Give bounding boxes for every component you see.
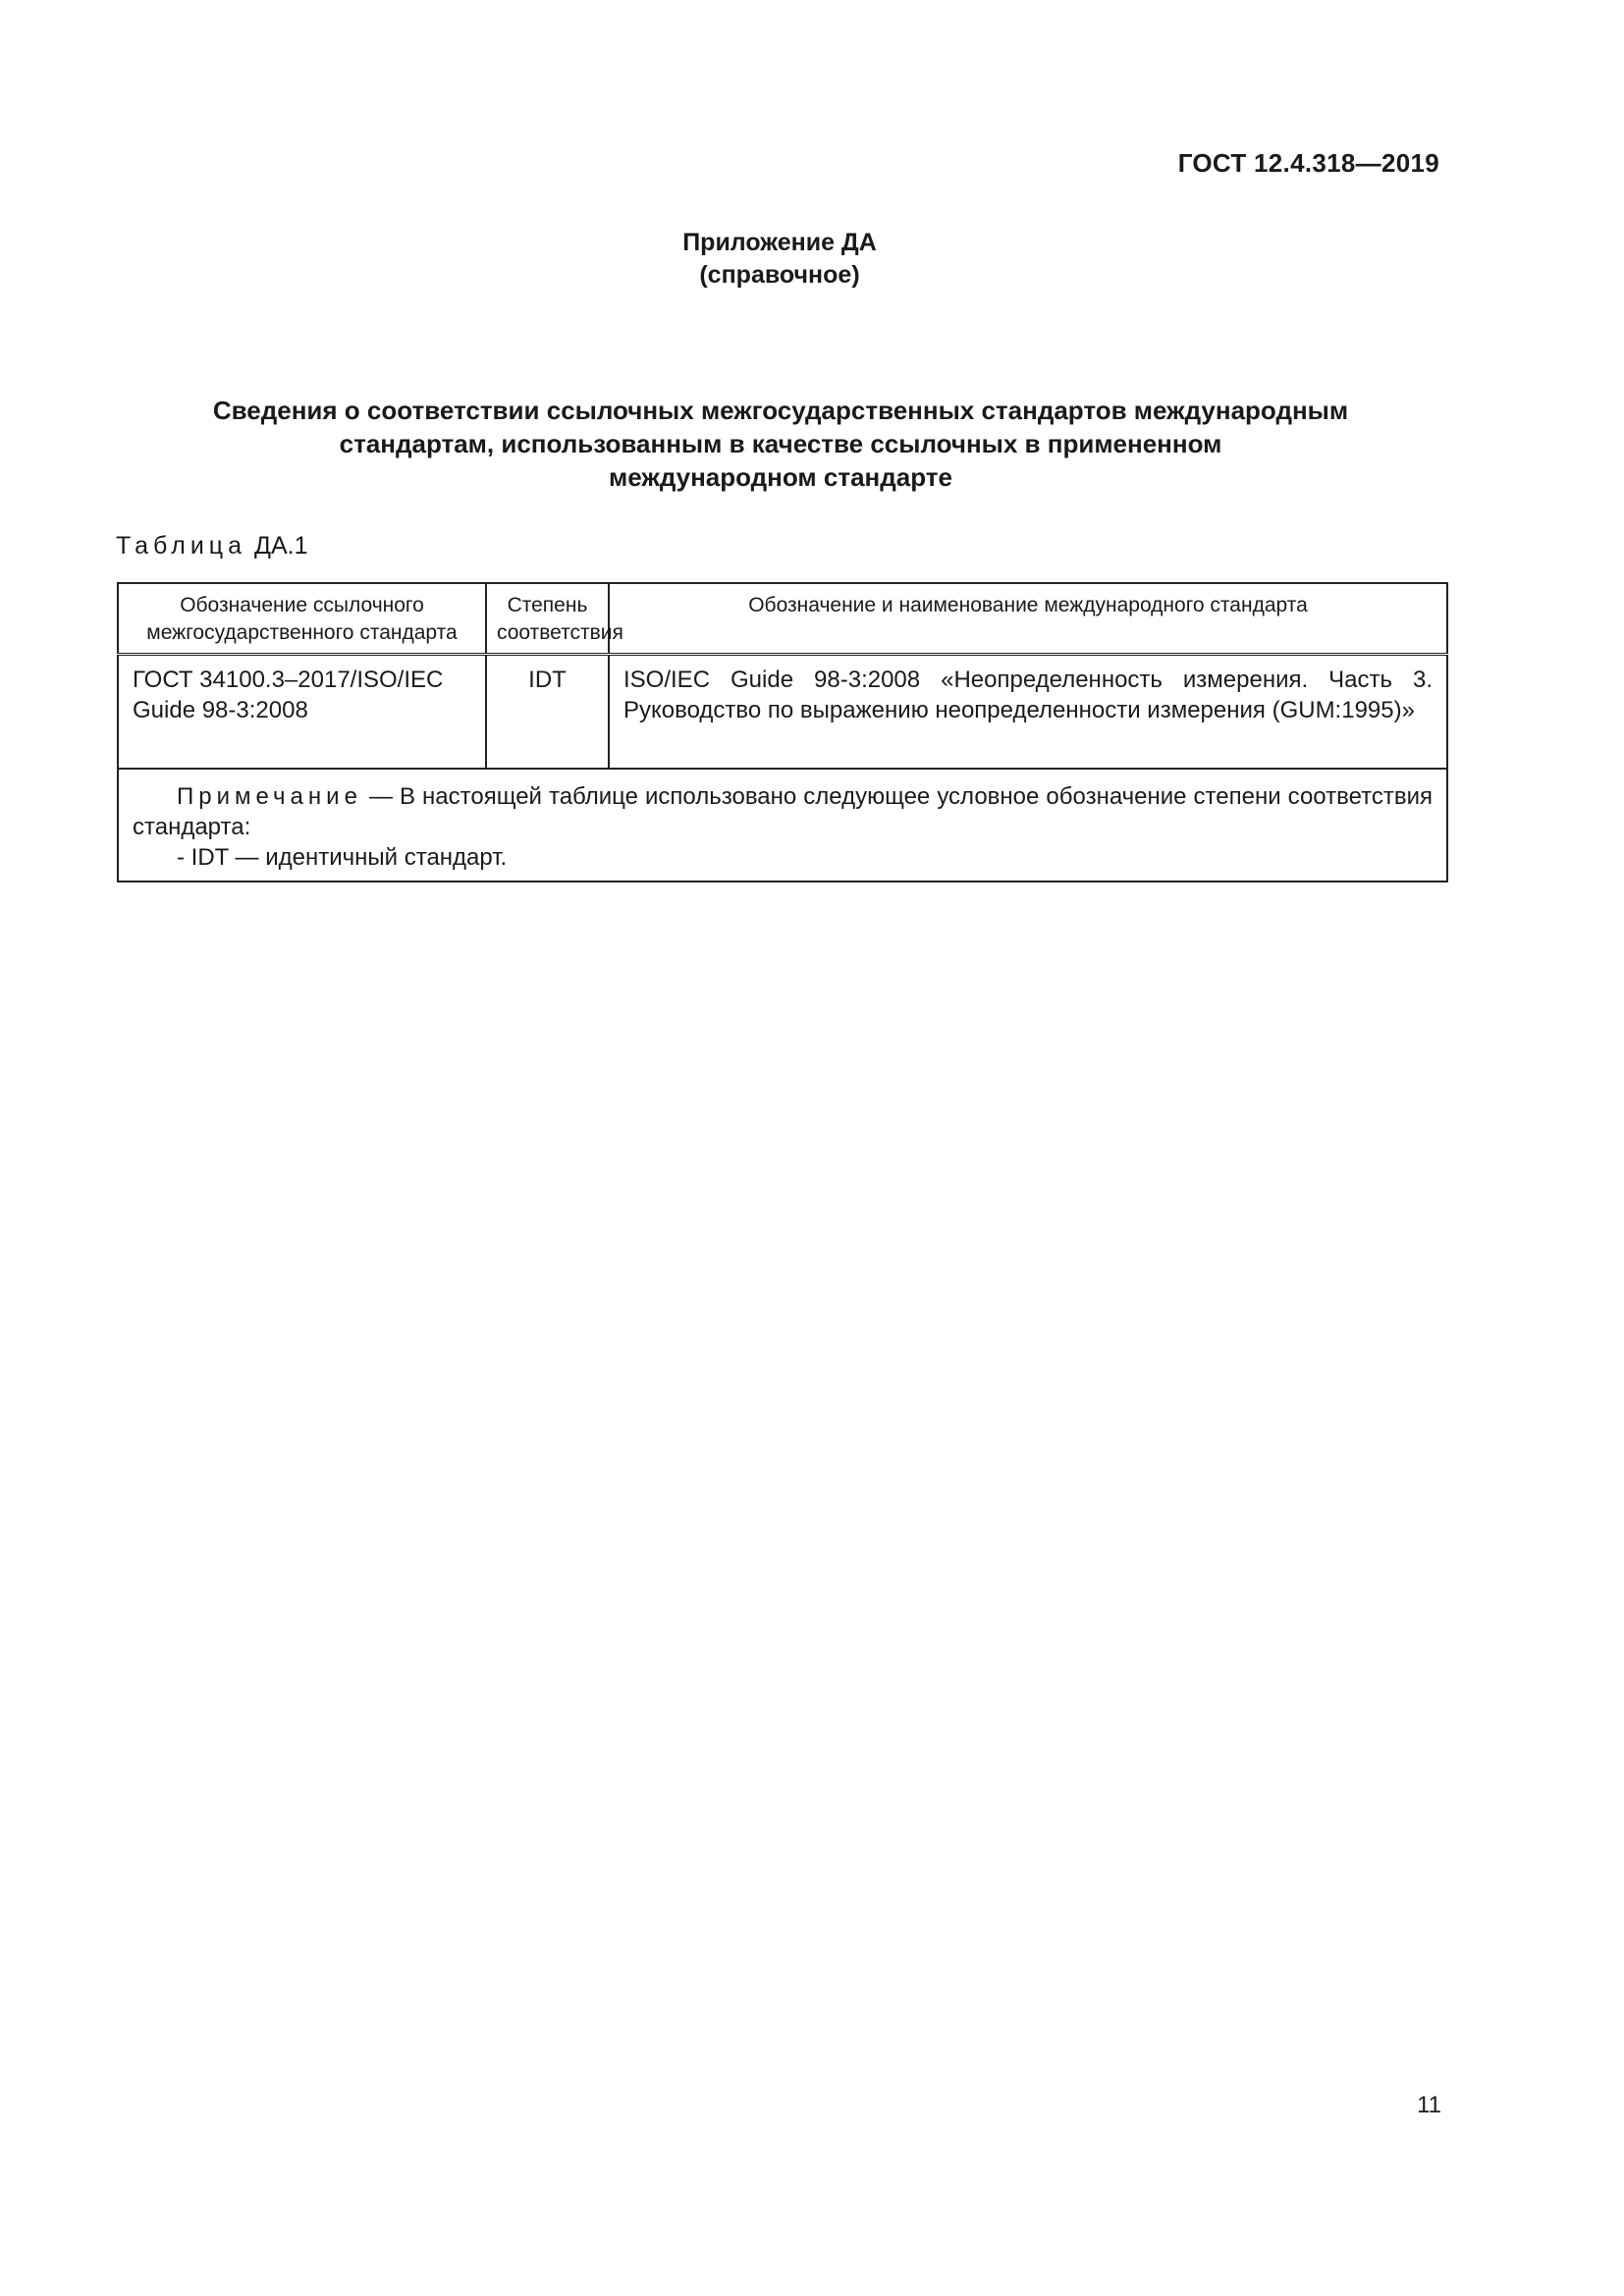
- heading-line-1: Сведения о соответствии ссылочных межгосударственных стандартов международным: [212, 396, 1349, 425]
- appendix-subtitle: (справочное): [699, 261, 860, 289]
- cell-standard: ГОСТ 34100.3–2017/ISO/IEC Guide 98-3:2008: [118, 655, 486, 770]
- note-label: Примечание: [177, 783, 362, 810]
- note-body: — В настоящей таблице использовано следующее условное обозначение степени соответствия стандарта:: [133, 783, 1433, 840]
- document-code: ГОСТ 12.4.318—2019: [1177, 148, 1439, 178]
- column-header-degree: Степень соответствия: [486, 583, 609, 655]
- table-note: [118, 769, 1447, 881]
- heading-line-2: стандартам, использованным в качестве ссылочных в примененном: [339, 429, 1222, 458]
- page-number: 11: [1417, 2092, 1441, 2118]
- appendix-block: [0, 227, 1559, 292]
- table-caption: [116, 532, 308, 561]
- table-header-row: [118, 583, 1447, 655]
- note-list-item: - IDT — идентичный стандарт.: [177, 844, 508, 871]
- table-caption-number: ДА.1: [254, 532, 308, 560]
- table-row: [118, 655, 1447, 770]
- column-header-standard: Обозначение ссылочного межгосударственного стандарта: [118, 583, 486, 655]
- table-caption-label: Таблица: [116, 532, 247, 560]
- heading-line-3: международном стандарте: [609, 462, 952, 492]
- table-note-row: [118, 769, 1447, 881]
- section-heading: [116, 394, 1445, 494]
- appendix-title: Приложение ДА: [682, 229, 877, 256]
- correspondence-table: [117, 582, 1448, 882]
- cell-degree: IDT: [486, 655, 609, 770]
- cell-international: ISO/IEC Guide 98-3:2008 «Неопределенность измерения. Часть 3. Руководство по выражению неопределенности измерения (GUM:1995)»: [609, 655, 1447, 770]
- note-text: [133, 781, 1433, 842]
- column-header-international: Обозначение и наименование международного стандарта: [609, 583, 1447, 655]
